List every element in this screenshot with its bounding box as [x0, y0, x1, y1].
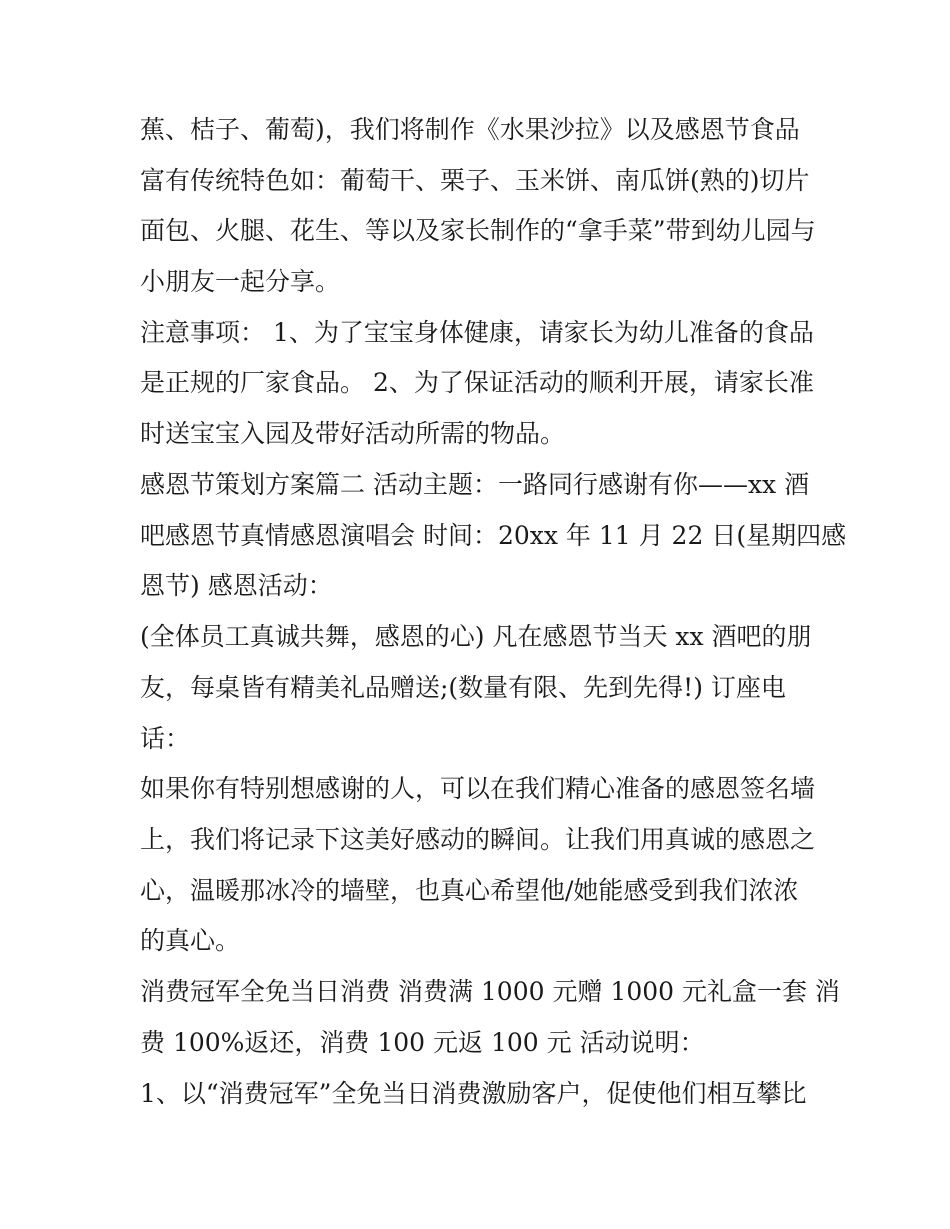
text-line: 1、以“消费冠军”全免当日消费激励客户，促使他们相互攀比 — [140, 1079, 807, 1108]
text-line: 话： — [140, 724, 191, 753]
text-line: 是正规的厂家食品。 2、为了保证活动的顺利开展，请家长准 — [140, 368, 814, 397]
text-line: 感恩节策划方案篇二 活动主题：一路同行感谢有你——xx 酒 — [140, 470, 810, 499]
text-line: 友，每桌皆有精美礼品赠送;(数量有限、先到先得!) 订座电 — [140, 673, 786, 702]
text-line: 如果你有特别想感谢的人，可以在我们精心准备的感恩签名墙 — [140, 774, 816, 803]
text-line: 面包、火腿、花生、等以及家长制作的“拿手菜”带到幼儿园与 — [140, 216, 816, 245]
text-line: 恩节) 感恩活动： — [140, 571, 333, 600]
text-line: 小朋友一起分享。 — [140, 267, 341, 296]
text-line: 富有传统特色如：葡萄干、栗子、玉米饼、南瓜饼(熟的)切片 — [140, 166, 810, 195]
text-line: (全体员工真诚共舞，感恩的心) 凡在感恩节当天 xx 酒吧的朋 — [140, 622, 812, 651]
text-line: 吧感恩节真情感恩演唱会 时间：20xx 年 11 月 22 日(星期四感 — [140, 521, 847, 550]
text-line: 的真心。 — [140, 926, 241, 955]
text-line: 消费冠军全免当日消费 消费满 1000 元赠 1000 元礼盒一套 消 — [140, 977, 840, 1006]
text-line: 蕉、桔子、葡萄)，我们将制作《水果沙拉》以及感恩节食品 — [140, 115, 800, 144]
text-line: 费 100%返还，消费 100 元返 100 元 活动说明： — [140, 1028, 705, 1057]
text-line: 心，温暖那冰冷的墙壁，也真心希望他/她能感受到我们浓浓 — [140, 876, 799, 905]
text-line: 注意事项： 1、为了宝宝身体健康，请家长为幼儿准备的食品 — [140, 318, 814, 347]
text-line: 时送宝宝入园及带好活动所需的物品。 — [140, 419, 566, 448]
text-line: 上，我们将记录下这美好感动的瞬间。让我们用真诚的感恩之 — [140, 825, 816, 854]
